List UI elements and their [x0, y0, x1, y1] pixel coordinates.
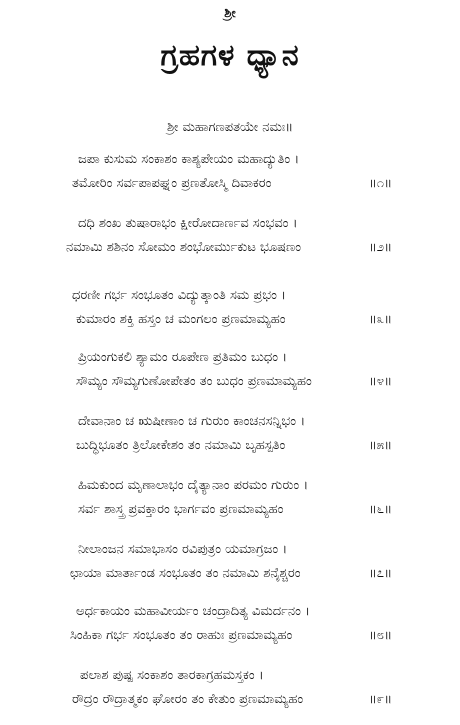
verse-line-1: ಹಿಮಕುಂದ ಮೃಣಾಲಾಭಂ ದೈತ್ಯಾನಾಂ ಪರಮಂ ಗುರುಂ । — [78, 478, 309, 493]
verse-5 — [0, 410, 460, 458]
verse-line-1: ದೇವಾನಾಂ ಚ ಋಷೀಣಾಂ ಚ ಗುರುಂ ಕಾಂಚನಸನ್ನಿಭಂ । — [78, 414, 306, 429]
verse-line-2: ತಮೋರಿಂ ಸರ್ವಪಾಪಘ್ನಂ ಪ್ರಣತೋಸ್ಮಿ ದಿವಾಕರಂ — [72, 176, 272, 191]
verse-number: ॥೨॥ — [368, 240, 392, 255]
verse-line-2: ಕುಮಾರಂ ಶಕ್ತಿ ಹಸ್ತಂ ಚ ಮಂಗಲಂ ಪ್ರಣಮಾಮ್ಯಹಂ — [76, 312, 286, 327]
verse-9 — [0, 664, 460, 712]
verse-line-2: ಬುದ್ಧಿಭೂತಂ ತ್ರಿಲೋಕೇಶಂ ತಂ ನಮಾಮಿ ಬೃಹಸ್ಪತಿಂ — [76, 438, 286, 453]
verse-line-2: ಸೌಮ್ಯಂ ಸೌಮ್ಯಗುಣೋಪೇತಂ ತಂ ಬುಧಂ ಪ್ರಣಮಾಮ್ಯಹಂ — [76, 374, 312, 389]
page-title: ಗ್ರಹಗಳ ಧ್ಯಾನ — [160, 38, 300, 73]
verse-line-2: ಛಾಯಾ ಮಾರ್ತಾಂಡ ಸಂಭೂತಂ ತಂ ನಮಾಮಿ ಶನೈಶ್ಚರಂ — [70, 566, 301, 581]
verse-line-2: ನಮಾಮಿ ಶಶಿನಂ ಸೋಮಂ ಶಂಭೋರ್ಮುಕುಟ ಭೂಷಣಂ — [66, 240, 301, 255]
verse-2 — [0, 212, 460, 260]
verse-line-1: ಪಲಾಶ ಪುಷ್ಪ ಸಂಕಾಶಂ ತಾರಕಾಗ್ರಹಮಸ್ತಕಂ । — [80, 668, 264, 683]
invocation-text: ಶ್ರೀ — [224, 6, 236, 21]
verse-line-1: ಪ್ರಿಯಂಗುಕಲಿ ಶ್ಯಾಮಂ ರೂಪೇಣ ಪ್ರತಿಮಂ ಬುಧಂ । — [78, 350, 288, 365]
verse-line-2: ಸರ್ವ ಶಾಸ್ತ್ರ ಪ್ರವಕ್ತಾರಂ ಭಾರ್ಗವಂ ಪ್ರಣಮಾಮ್ಯಹಂ — [78, 502, 284, 517]
verse-line-1: ದಧಿ ಶಂಖ ತುಷಾರಾಭಂ ಕ್ಷೀರೋದಾರ್ಣವ ಸಂಭವಂ । — [78, 216, 298, 231]
verse-number: ॥೭॥ — [368, 566, 392, 581]
verse-number: ॥೧॥ — [368, 176, 392, 191]
verse-number: ॥೫॥ — [368, 438, 392, 453]
verse-line-1: ಜಪಾ ಕುಸುಮ ಸಂಕಾಶಂ ಕಾಶ್ಯಪೇಯಂ ಮಹಾದ್ಯುತಿಂ । — [78, 152, 300, 167]
salutation-line: ಶ್ರೀ ಮಹಾಗಣಪತಯೇ ನಮಃ॥ — [166, 120, 294, 135]
verse-8 — [0, 600, 460, 648]
verse-1 — [0, 148, 460, 196]
verse-number: ॥೩॥ — [368, 312, 392, 327]
verse-7 — [0, 538, 460, 586]
verse-line-1: ನೀಲಾಂಜನ ಸಮಾಭಾಸಂ ರವಿಪುತ್ರಂ ಯಮಾಗ್ರಜಂ । — [78, 542, 288, 557]
verse-number: ॥೮॥ — [368, 628, 392, 643]
verse-3 — [0, 284, 460, 332]
verse-line-2: ರೌದ್ರಂ ರೌದ್ರಾತ್ಮಕಂ ಘೋರಂ ತಂ ಕೇತುಂ ಪ್ರಣಮಾಮ್ಯಹಂ — [72, 692, 304, 707]
verse-6 — [0, 474, 460, 522]
verse-number: ॥೪॥ — [368, 374, 392, 389]
verse-number: ॥೯॥ — [368, 692, 392, 707]
verse-line-1: ಅರ್ಧಕಾಯಂ ಮಹಾವೀರ್ಯಂ ಚಂದ್ರಾದಿತ್ಯ ವಿಮರ್ದನಂ । — [76, 604, 310, 619]
verse-number: ॥೬॥ — [368, 502, 392, 517]
verse-line-2: ಸಿಂಹಿಕಾ ಗರ್ಭ ಸಂಭೂತಂ ತಂ ರಾಹುಃ ಪ್ರಣಮಾಮ್ಯಹಂ — [70, 628, 293, 643]
verse-4 — [0, 346, 460, 394]
verse-line-1: ಧರಣೀ ಗರ್ಭ ಸಂಭೂತಂ ವಿದ್ಯುತ್ಕಾಂತಿ ಸಮ ಪ್ರಭಂ । — [72, 288, 286, 303]
